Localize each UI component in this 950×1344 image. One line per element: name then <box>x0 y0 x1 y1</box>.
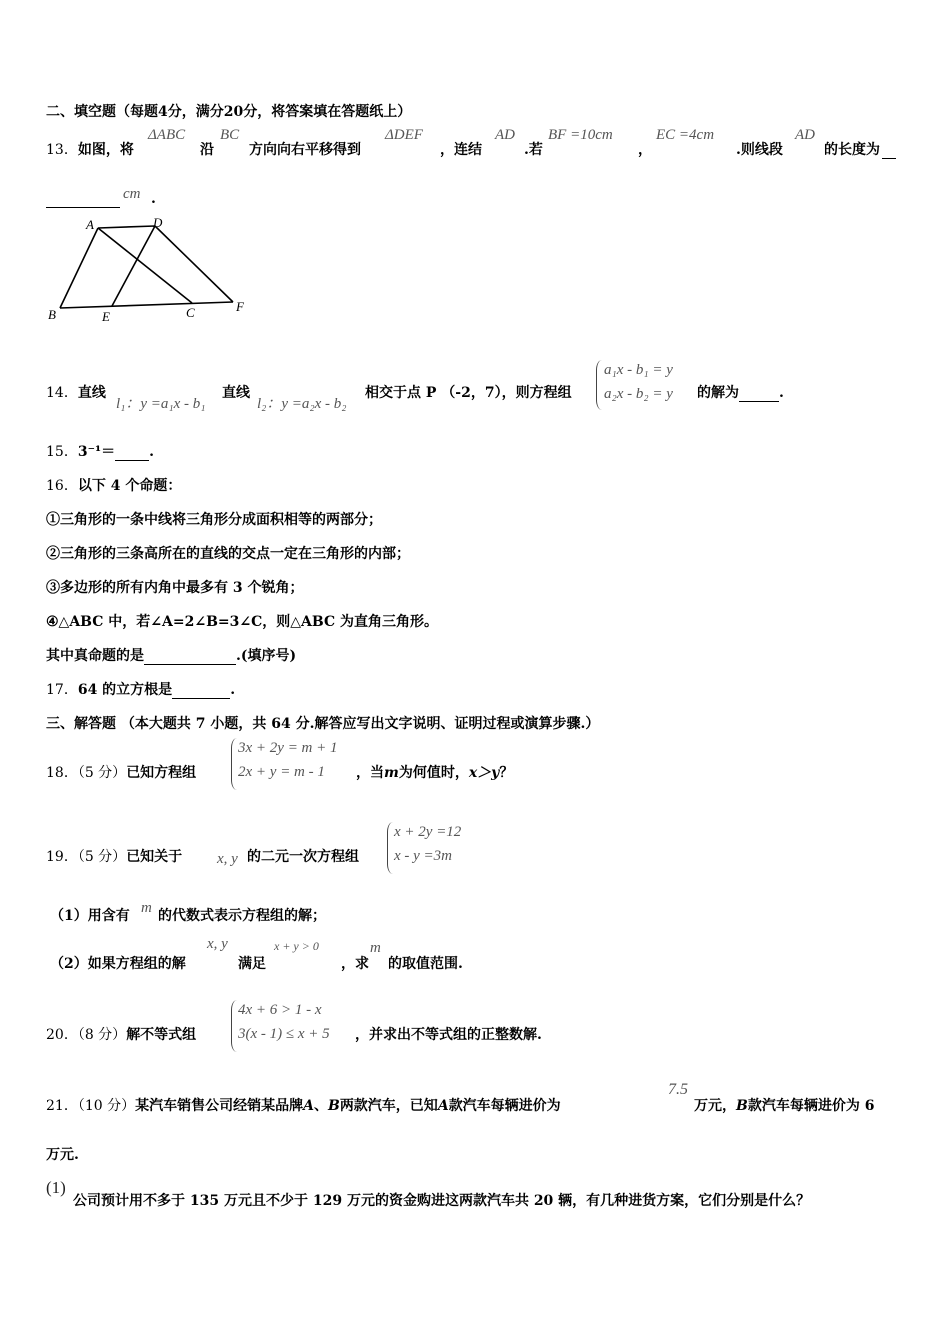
q13-unit: cm <box>123 186 141 202</box>
q20-score: （8 分） <box>77 1027 127 1043</box>
q19-p1-text2: 的代数式表示方程组的解； <box>158 908 326 924</box>
q21-tail <box>694 1097 874 1115</box>
q20-brace <box>231 1000 238 1052</box>
q18-m: m <box>384 765 399 781</box>
q13-answer-blank[interactable] <box>46 193 120 208</box>
segment-ab <box>60 228 98 308</box>
q13-text: .则线段 <box>736 142 783 158</box>
q13-math-bf: BF =10cm <box>548 127 613 143</box>
q19-p1-label: （1） <box>50 908 88 924</box>
q16-item-1: ①三角形的一条中线将三角形分成面积相等的两部分； <box>46 512 382 528</box>
q19-brace <box>387 822 394 874</box>
q14-eq2: a₂x - b₂ = y <box>604 386 673 402</box>
q19-score: （5 分） <box>77 849 127 865</box>
q19-p2-vars: x, y <box>207 936 228 952</box>
segment-ad <box>98 226 155 228</box>
q19-p2-text: 的取值范围. <box>388 956 463 972</box>
q16-ask <box>46 647 296 665</box>
q19-part1 <box>50 907 130 925</box>
q13-num: 13． <box>46 142 78 158</box>
q18-score: （5 分） <box>77 765 127 781</box>
q14-line2-eq: l₂：y =a₂x - b₂ <box>257 396 347 412</box>
q16-num: 16． <box>46 478 78 494</box>
q13-math-ec: EC =4cm <box>656 127 715 143</box>
q18-cond: x＞y <box>468 765 500 781</box>
q19-eq1: x + 2y =12 <box>394 824 462 840</box>
q13-end: . <box>151 191 156 207</box>
q20-line <box>46 1026 196 1044</box>
q13-text: 如图，将 <box>77 142 134 158</box>
q19-text: 已知关于 <box>126 849 183 865</box>
q21-text: 某汽车销售公司经销某品牌 <box>135 1098 304 1114</box>
q21-line <box>46 1097 561 1115</box>
q17-answer-blank[interactable] <box>172 684 230 699</box>
q21-text: 款汽车每辆进价为 6 <box>747 1098 875 1114</box>
q21-sep: 、 <box>313 1098 328 1114</box>
q18-line <box>46 764 196 782</box>
q19-eq2: x - y =3m <box>394 848 453 864</box>
q14-tail <box>697 384 784 402</box>
q16-ask-text: 其中真命题的是 <box>46 648 144 664</box>
q19-line <box>46 848 182 866</box>
segment-ac <box>98 228 192 303</box>
q19-vars: x, y <box>217 851 238 867</box>
q21-text: 两款汽车，已知 <box>339 1098 438 1114</box>
q17-line <box>46 681 235 699</box>
q18-text: ，当 <box>356 765 384 781</box>
q13-text: .若 <box>524 142 543 158</box>
segment-df <box>155 226 233 302</box>
q13-math-bc: BC <box>220 127 240 143</box>
q13-text: ， <box>638 142 652 158</box>
q18-text: 已知方程组 <box>126 765 197 781</box>
q21-text: 款汽车每辆进价为 <box>448 1098 561 1114</box>
q19-p1-m: m <box>141 900 152 916</box>
q18-brace <box>231 738 238 790</box>
q14-line1-eq: l₁：y =a₁x - b₁ <box>116 396 206 412</box>
q19-p2-text: 满足 <box>238 956 266 972</box>
q20-eq2: 3(x - 1) ≤ x + 5 <box>238 1026 330 1042</box>
q14-text: 直线 <box>77 385 106 401</box>
q21-b: B <box>327 1098 340 1114</box>
q13-math-ad: AD <box>495 127 515 143</box>
q14-line <box>46 384 106 402</box>
label-f: F <box>236 299 244 314</box>
q21-p1-text: 公司预计用不多于 135 万元且不少于 129 万元的资金购进这两款汽车共 20 辆，有几种进货方案，它们分别是什么？ <box>73 1193 811 1209</box>
q18-eq1: 3x + 2y = m + 1 <box>238 740 338 756</box>
section3-heading: 三、解答题 （本大题共 7 小题，共 64 分.解答应写出文字说明、证明过程或演算步骤.） <box>46 716 600 732</box>
q19-text: 的二元一次方程组 <box>247 849 359 865</box>
q13-text: ，连结 <box>440 142 482 158</box>
q16-item-2: ②三角形的三条高所在的直线的交点一定在三角形的内部； <box>46 546 410 562</box>
q13-line2 <box>46 190 120 208</box>
q21-text: 万元， <box>694 1098 736 1114</box>
q14-system <box>604 358 673 406</box>
q14-num: 14． <box>46 385 78 401</box>
q19-system <box>394 820 461 868</box>
q20-tail: ，并求出不等式组的正整数解. <box>355 1027 542 1043</box>
q19-p2-m: m <box>370 940 381 956</box>
label-e: E <box>102 309 110 324</box>
q18-end: ？ <box>499 765 514 781</box>
q15-text: 3⁻¹＝ <box>77 444 116 460</box>
q19-p2-text: 如果方程组的解 <box>87 956 186 972</box>
q21-p1-label: (1) <box>46 1178 66 1197</box>
q14-text: 直线 <box>222 385 250 401</box>
q14-brace <box>596 360 603 410</box>
q19-p2-cond: x + y > 0 <box>274 939 319 953</box>
q20-num: 20． <box>46 1027 78 1043</box>
q21-b2: B <box>736 1098 748 1114</box>
q13-text: 的长度为 <box>824 142 880 158</box>
q17-num: 17． <box>46 682 78 698</box>
label-c: C <box>186 305 195 320</box>
q14-end: . <box>779 385 784 401</box>
q16-line <box>46 477 181 495</box>
q21-line2: 万元. <box>46 1147 79 1163</box>
q17-end: . <box>230 682 236 698</box>
q13-math-def: ΔDEF <box>385 127 423 143</box>
q16-answer-blank[interactable] <box>144 650 236 665</box>
q15-num: 15． <box>46 444 78 460</box>
q19-p2-text: ，求 <box>341 956 369 972</box>
section2-heading: 二、填空题（每题4分，满分20分，将答案填在答题纸上） <box>46 104 412 120</box>
q19-p1-text: 用含有 <box>87 908 130 924</box>
segment-de <box>112 226 155 306</box>
q15-end: . <box>149 444 154 460</box>
q21-a2: A <box>437 1098 449 1114</box>
q14-text: 的解为 <box>697 385 739 401</box>
q18-system <box>238 736 338 784</box>
q16-ask-end: .(填序号) <box>236 648 297 664</box>
q13-blank-start <box>882 141 896 159</box>
segment-bf <box>60 302 233 308</box>
q19-p2-label: （2） <box>50 956 88 972</box>
q16-text: 以下 4 个命题： <box>77 478 182 494</box>
q18-eq2: 2x + y = m - 1 <box>238 764 325 780</box>
q21-a: A <box>303 1098 314 1114</box>
q19-part2 <box>50 955 186 973</box>
q13-math-ad2: AD <box>795 127 815 143</box>
q13-line1 <box>46 141 134 159</box>
q20-system <box>238 998 330 1046</box>
q13-text: 方向向右平移得到 <box>249 142 361 158</box>
q17-text: 64 的立方根是 <box>77 682 173 698</box>
q14-eq1: a₁x - b₁ = y <box>604 362 673 378</box>
q20-eq1: 4x + 6 > 1 - x <box>238 1002 322 1018</box>
q18-tail <box>356 764 513 782</box>
label-a: A <box>86 217 94 232</box>
q20-text: 解不等式组 <box>126 1027 197 1043</box>
q16-item-3: ③多边形的所有内角中最多有 3 个锐角； <box>46 580 304 596</box>
label-b: B <box>48 307 56 322</box>
label-d: D <box>153 215 163 230</box>
q21-num: 21． <box>46 1098 78 1114</box>
q13-text: 沿 <box>200 142 214 158</box>
q13-figure <box>40 215 260 325</box>
q18-text: 为何值时， <box>398 765 469 781</box>
q13-math-abc: ΔABC <box>148 127 186 143</box>
q14-answer-blank[interactable] <box>739 387 779 402</box>
q19-num: 19． <box>46 849 78 865</box>
q14-text: 相交于点 P （-2，7），则方程组 <box>365 385 572 401</box>
q21-price: 7.5 <box>668 1081 688 1098</box>
q16-item-4: ④△ABC 中，若∠A=2∠B=3∠C，则△ABC 为直角三角形。 <box>46 614 438 630</box>
q21-score: （10 分） <box>77 1098 136 1114</box>
q18-num: 18． <box>46 765 78 781</box>
q15-line <box>46 443 154 461</box>
q15-answer-blank[interactable] <box>115 446 149 461</box>
